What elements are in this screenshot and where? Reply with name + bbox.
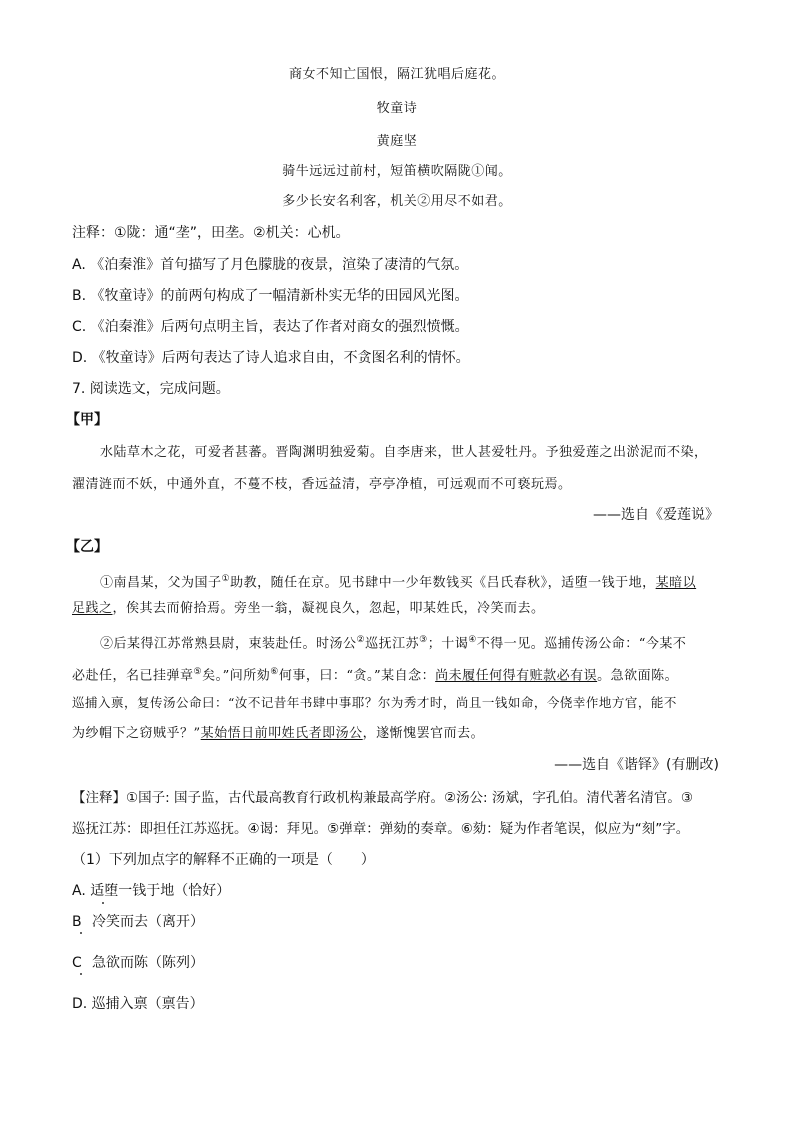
emphasis-dot: [80, 932, 82, 934]
yi-text: 巡抚江苏: [365, 636, 420, 652]
footnote-marker: ②: [356, 635, 366, 645]
sub1-option-c: 急欲而陈（陈列）: [92, 955, 204, 971]
yi-text: 为纱帽下之窃贼乎？”: [72, 726, 201, 741]
poem1-last-line: 商女不知亡国恨，隔江犹唱后庭花。: [288, 67, 505, 82]
section-yi-label: 【乙】: [66, 539, 108, 555]
yi-notes-line-1: 【注释】①国子: 国子监，古代最高教育行政机构兼最高学府。②汤公: 汤斌，字孔伯。清代著名清官。③: [72, 790, 693, 806]
yi-text: ，俟其去而俯拾焉。旁坐一翁，凝视良久，忽起，叩某姓氏，冷笑而去。: [112, 601, 545, 616]
question-7-stem: 7. 阅读选文，完成问题。: [72, 381, 230, 397]
poem2-line-1: 骑牛远远过前村，短笛横吹隔陇①闻。: [282, 164, 512, 179]
yi-p1-line-1: [100, 570, 696, 592]
yi-text: ；十谒: [427, 636, 469, 652]
footnote-marker: ①: [221, 574, 231, 584]
poem2-author: 黄庭坚: [376, 134, 418, 149]
sub-question-1-stem: （1）下列加点字的解释不正确的一项是（ ）: [72, 852, 375, 868]
jia-line-1: 水陆草木之花，可爱者甚蕃。晋陶渊明独爱菊。自李唐来，世人甚爱牡丹。予独爱莲之出淤泥而不染，: [100, 445, 708, 460]
footnote-marker: ④: [468, 635, 477, 645]
underlined-sentence: 尚未履任何得有赃款必有误: [435, 668, 598, 684]
underlined-sentence: 足践之: [72, 601, 113, 616]
jia-line-2: 濯清涟而不妖，中通外直，不蔓不枝，香远益清，亭亭净植，可远观而不可亵玩焉。: [72, 477, 572, 492]
yi-source: ——选自《谐铎》(有删改): [554, 757, 719, 773]
yi-text: 。急欲面陈。: [597, 668, 679, 684]
emphasis-dot: [80, 973, 82, 975]
option-b: B. 《牧童诗》的前两句构成了一幅清新朴实无华的田园风光图。: [72, 288, 469, 304]
emphasis-dot: [102, 902, 104, 904]
yi-p2-line-3: 巡捕入禀，复传汤公命曰：“汝不记昔年书肆中事耶？尔为秀才时，尚且一钱如命，今侥幸作地方官，能不: [72, 695, 677, 710]
yi-p2-line-2: [72, 663, 678, 685]
footnote-marker: ⑤: [193, 667, 203, 677]
yi-text: 矣。”问所劾: [202, 668, 271, 684]
yi-notes-line-2: 巡抚江苏：即担任江苏巡抚。④谒：拜见。⑤弹章：弹劾的奏章。⑥劾：疑为作者笔误，似应为“刻”字。: [72, 821, 690, 837]
yi-text: 不得一见。巡捕传汤公命：“今某不: [476, 636, 687, 652]
poem2-title: 牧童诗: [376, 101, 418, 116]
underlined-sentence: 某暗以: [655, 575, 697, 591]
yi-p1-line-2: [72, 600, 545, 618]
footnote-marker: ③: [419, 635, 428, 645]
poem2-line-2: 多少长安名利客，机关②用尽不如君。: [282, 194, 512, 209]
sub1-option-c-letter: C: [72, 955, 82, 971]
yi-text: ，遂惭愧罢官而去。: [362, 726, 485, 741]
sub1-option-a: A. 适堕一钱于地（恰好）: [72, 883, 231, 899]
yi-text: ①南昌某，父为国子: [100, 575, 222, 591]
yi-p2-line-4: [72, 725, 484, 743]
yi-text: 助教，随任在京。见书肆中一少年数钱买《吕氏春秋》，适堕一钱于地，: [230, 575, 656, 591]
yi-text: 必赴任，名已挂弹章: [72, 668, 194, 684]
yi-text: 何事，曰：“贪。”某自念：: [278, 668, 436, 684]
yi-p2-line-1: [100, 631, 686, 653]
underlined-sentence: 某始悟日前叩姓氏者即汤公: [200, 726, 363, 741]
sub1-option-d: D. 巡捕入禀（禀告）: [72, 996, 204, 1012]
jia-source: ——选自《爱莲说》: [593, 507, 719, 523]
option-d: D. 《牧童诗》后两句表达了诗人追求自由，不贪图名利的情怀。: [72, 350, 470, 366]
section-jia-label: 【甲】: [66, 412, 108, 428]
footnote-marker: ⑥: [270, 667, 279, 677]
yi-text: ②后某得江苏常熟县尉，束装赴任。时汤公: [100, 636, 357, 652]
option-a: A. 《泊秦淮》首句描写了月色朦胧的夜景，渲染了凄清的气氛。: [72, 257, 469, 273]
option-c: C. 《泊秦淮》后两句点明主旨，表达了作者对商女的强烈愤慨。: [72, 319, 469, 335]
sub1-option-b: 冷笑而去（离开）: [92, 914, 204, 930]
poem-notes: 注释：①陇：通“垄”，田垄。②机关：心机。: [72, 225, 350, 241]
sub1-option-b-letter: B: [72, 914, 82, 930]
